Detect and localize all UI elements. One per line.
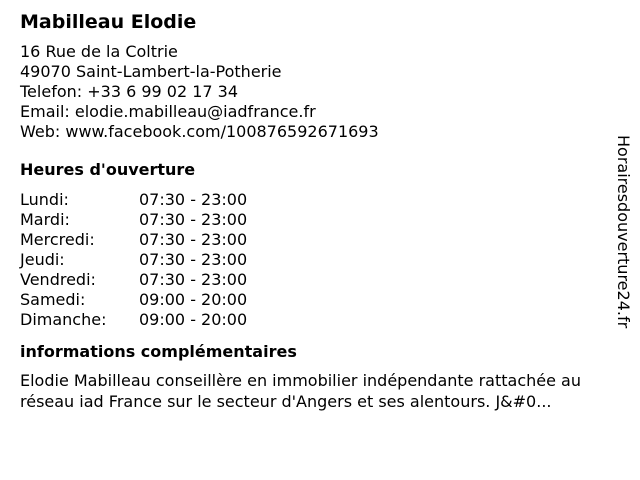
- hours-time: 07:30 - 23:00: [139, 210, 248, 229]
- hours-day: Dimanche:: [20, 310, 107, 329]
- hours-row-friday: [20, 270, 610, 290]
- hours-table: [20, 190, 610, 330]
- address-line-2: 49070 Saint-Lambert-la-Potherie: [20, 62, 282, 81]
- hours-time: 09:00 - 20:00: [139, 290, 248, 309]
- info-description: Elodie Mabilleau conseillère en immobilier indépendante rattachée au réseau iad France sur le secteur d'Angers et ses alentours. J&#0...: [20, 371, 581, 411]
- web-line: Web: www.facebook.com/100876592671693: [20, 122, 379, 141]
- phone-line: Telefon: +33 6 99 02 17 34: [20, 82, 239, 101]
- hours-time: 07:30 - 23:00: [139, 190, 248, 209]
- hours-day: Lundi:: [20, 190, 69, 209]
- business-name: Mabilleau Elodie: [20, 11, 197, 33]
- hours-time: 07:30 - 23:00: [139, 230, 248, 249]
- hours-heading: Heures d'ouverture: [20, 160, 196, 179]
- hours-time: 07:30 - 23:00: [139, 250, 248, 269]
- info-heading: informations complémentaires: [20, 342, 297, 361]
- hours-row-monday: [20, 190, 610, 210]
- hours-day: Samedi:: [20, 290, 86, 309]
- hours-time: 09:00 - 20:00: [139, 310, 248, 329]
- hours-row-thursday: [20, 250, 610, 270]
- hours-row-tuesday: [20, 210, 610, 230]
- hours-day: Mardi:: [20, 210, 70, 229]
- hours-time: 07:30 - 23:00: [139, 270, 248, 289]
- hours-row-wednesday: [20, 230, 610, 250]
- address-line-1: 16 Rue de la Coltrie: [20, 42, 178, 61]
- hours-row-saturday: [20, 290, 610, 310]
- email-line: Email: elodie.mabilleau@iadfrance.fr: [20, 102, 316, 121]
- hours-day: Vendredi:: [20, 270, 96, 289]
- business-card: [20, 10, 610, 412]
- hours-day: Jeudi:: [20, 250, 65, 269]
- brand-vertical-label: Horairesdouverture24.fr: [614, 135, 633, 329]
- hours-day: Mercredi:: [20, 230, 95, 249]
- hours-row-sunday: [20, 310, 610, 330]
